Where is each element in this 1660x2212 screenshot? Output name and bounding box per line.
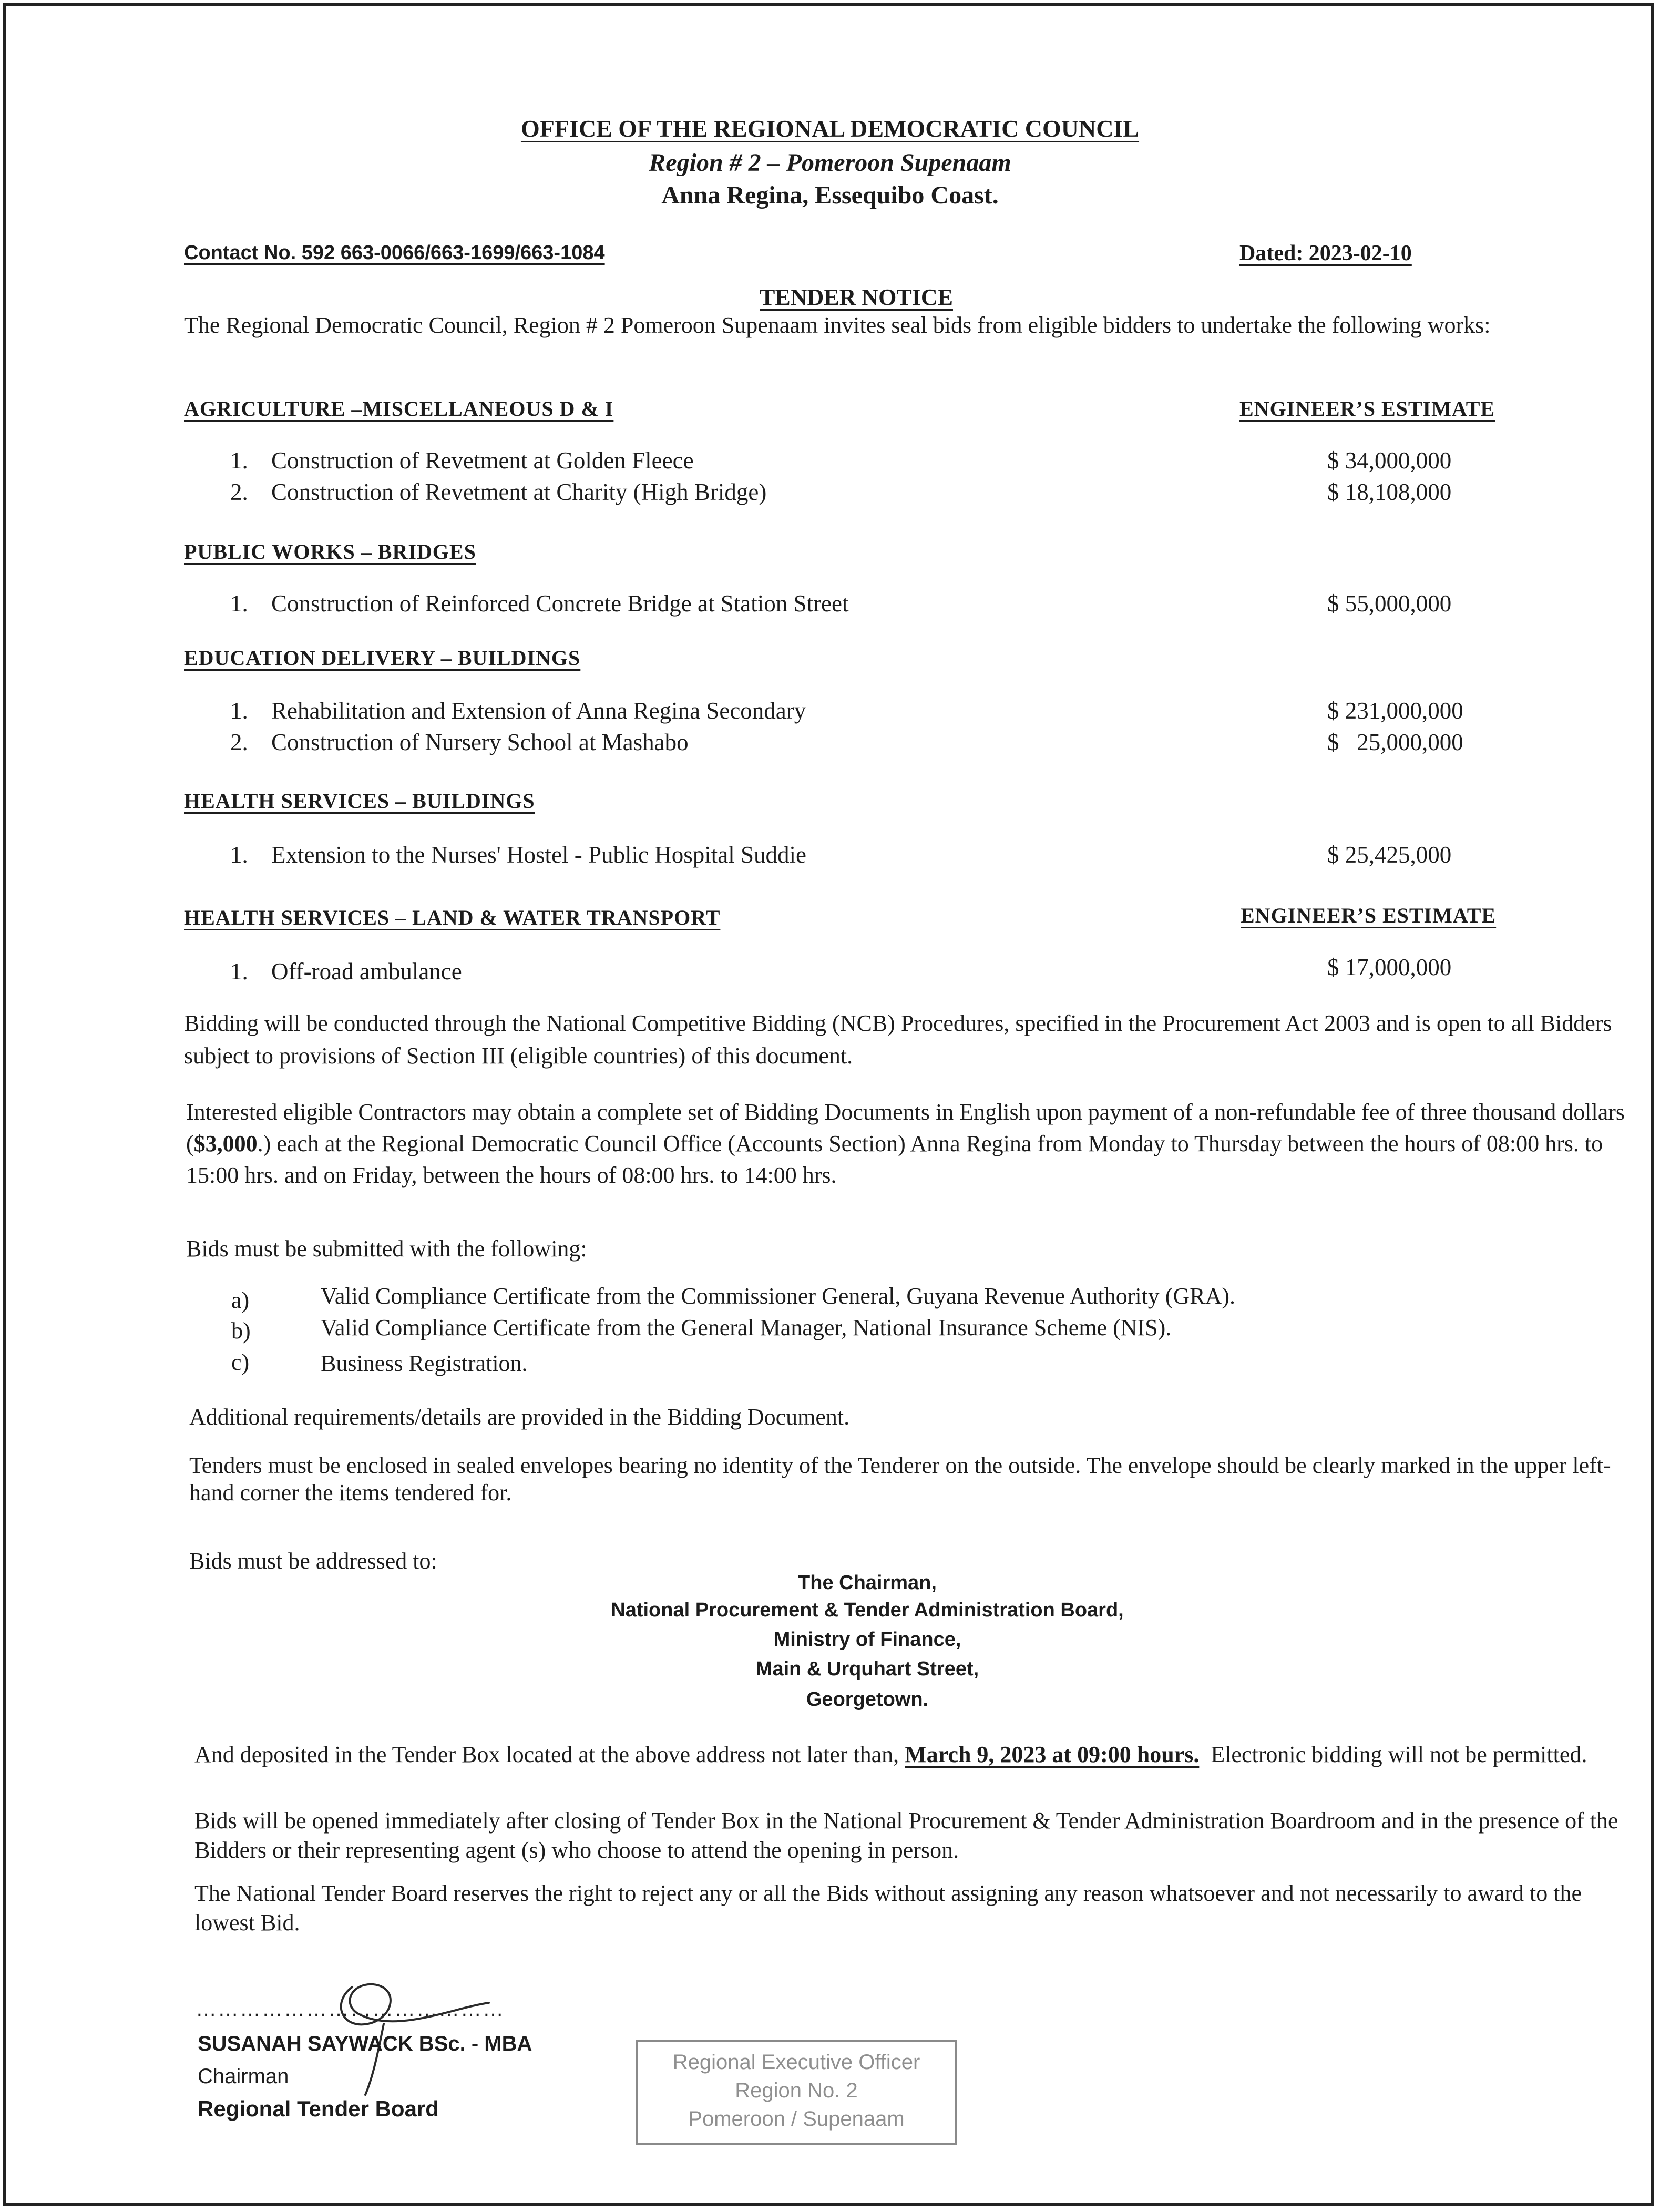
requirement-text: Valid Compliance Certificate from the General Manager, National Insurance Scheme (NIS). [321, 1315, 1172, 1340]
documents-fee: $3,000 [193, 1131, 258, 1156]
item-number: 2. [230, 729, 248, 755]
deposit-paragraph [194, 1740, 1645, 1769]
item-description: Off-road ambulance [271, 958, 462, 985]
opening-paragraph: Bids will be opened immediately after closing of Tender Box in the National Procurement & Tender Administration Boardroom and in the presence of the Bidders or their representing agent (s) who choose to attend the opening in person. [194, 1808, 1618, 1863]
documents-text: .) each at the Regional Democratic Council Office (Accounts Section) Anna Regina from Monday to Thursday between the hours of 08:00 hrs. to 15:00 hrs. and on Friday, between the hours of 08:00 hrs. to 14:00 hrs. [186, 1131, 1603, 1188]
address-line: The Chairman, [798, 1572, 937, 1594]
section-heading-health-buildings: HEALTH SERVICES – BUILDINGS [184, 789, 535, 813]
region-subtitle: Region # 2 – Pomeroon Supenaam [649, 149, 1011, 177]
item-description: Construction of Revetment at Golden Fleece [271, 447, 694, 474]
intro-paragraph: The Regional Democratic Council, Region # 2 Pomeroon Supenaam invites seal bids from eligible bidders to undertake the following works: [184, 312, 1491, 338]
dated: Dated: 2023-02-10 [1239, 241, 1412, 265]
item-amount: $ 231,000,000 [1327, 698, 1463, 724]
item-amount: $ 25,425,000 [1327, 842, 1452, 868]
official-stamp [636, 2040, 957, 2145]
item-number: 1. [230, 590, 248, 617]
item-number: 1. [230, 447, 248, 474]
item-description: Construction of Nursery School at Mashabo [271, 729, 689, 755]
item-amount: $ 34,000,000 [1327, 447, 1452, 474]
address-line: National Procurement & Tender Administration Board, [611, 1599, 1124, 1621]
signatory-board: Regional Tender Board [198, 2096, 439, 2121]
item-amount: $ 55,000,000 [1327, 590, 1452, 617]
requirement-label: c) [231, 1349, 250, 1375]
documents-paragraph [186, 1097, 1637, 1191]
signatory-title: Chairman [198, 2065, 289, 2088]
section-heading-agriculture: AGRICULTURE –MISCELLANEOUS D & I [184, 397, 614, 421]
stamp-line: Pomeroon / Supenaam [688, 2107, 905, 2131]
section-heading-education: EDUCATION DELIVERY – BUILDINGS [184, 646, 581, 670]
requirement-text: Business Registration. [321, 1350, 528, 1376]
deposit-text: And deposited in the Tender Box located at the above address not later than, [194, 1742, 905, 1767]
signature-line: …………………………………… [196, 1998, 505, 2021]
bidding-paragraph: Bidding will be conducted through the National Competitive Bidding (NCB) Procedures, specified in the Procurement Act 2003 and is open to all Bidders subject to provisions of Section III (eligible countries) of this document. [184, 1010, 1612, 1069]
stamp-line: Region No. 2 [735, 2079, 858, 2102]
documents-text: Interested eligible Contractors may obtain a complete set of Bidding Documents in English upon payment of a non-refundable fee of three thousand dollars ( [186, 1099, 1625, 1156]
stamp-line: Regional Executive Officer [672, 2051, 920, 2074]
address-line: Main & Urquhart Street, [755, 1658, 979, 1680]
item-number: 1. [230, 842, 248, 868]
office-title: OFFICE OF THE REGIONAL DEMOCRATIC COUNCIL [520, 115, 1140, 142]
item-description: Extension to the Nurses' Hostel - Public Hospital Suddie [271, 842, 807, 868]
deposit-text: Electronic bidding will not be permitted. [1199, 1742, 1587, 1767]
addressed-paragraph: Bids must be addressed to: [189, 1548, 437, 1574]
item-number: 1. [230, 958, 248, 985]
estimate-header: ENGINEER’S ESTIMATE [1241, 904, 1497, 927]
item-amount: $ 25,000,000 [1327, 729, 1463, 755]
additional-paragraph: Additional requirements/details are provided in the Bidding Document. [189, 1404, 850, 1430]
section-heading-health-transport: HEALTH SERVICES – LAND & WATER TRANSPORT [184, 906, 721, 929]
item-amount: $ 18,108,000 [1327, 479, 1452, 505]
location-line: Anna Regina, Essequibo Coast. [661, 181, 999, 209]
item-amount: $ 17,000,000 [1327, 954, 1452, 980]
estimate-header: ENGINEER’S ESTIMATE [1239, 397, 1495, 421]
item-description: Construction of Revetment at Charity (High Bridge) [271, 479, 767, 505]
section-heading-public-works: PUBLIC WORKS – BRIDGES [184, 540, 476, 564]
deposit-deadline: March 9, 2023 at 09:00 hours. [905, 1742, 1200, 1767]
item-number: 2. [230, 479, 248, 505]
item-description: Construction of Reinforced Concrete Bridge at Station Street [271, 590, 849, 617]
reserves-paragraph: The National Tender Board reserves the right to reject any or all the Bids without assigning any reason whatsoever and not necessarily to award to the lowest Bid. [194, 1880, 1582, 1936]
submit-intro: Bids must be submitted with the following: [186, 1236, 587, 1262]
address-line: Ministry of Finance, [773, 1629, 961, 1651]
item-description: Rehabilitation and Extension of Anna Regina Secondary [271, 698, 806, 724]
requirement-label: b) [231, 1318, 251, 1344]
signatory-name: SUSANAH SAYWACK BSc. - MBA [198, 2032, 532, 2055]
tenders-paragraph: Tenders must be enclosed in sealed envelopes bearing no identity of the Tenderer on the outside. The envelope should be clearly marked in the upper left-hand corner the items tendered for. [189, 1452, 1611, 1506]
item-number: 1. [230, 698, 248, 724]
contact-number: Contact No. 592 663-0066/663-1699/663-1084 [184, 242, 605, 264]
notice-title: TENDER NOTICE [760, 284, 953, 310]
requirement-label: a) [231, 1287, 250, 1313]
requirement-text: Valid Compliance Certificate from the Commissioner General, Guyana Revenue Authority (GRA). [321, 1283, 1235, 1309]
address-line: Georgetown. [806, 1688, 929, 1711]
